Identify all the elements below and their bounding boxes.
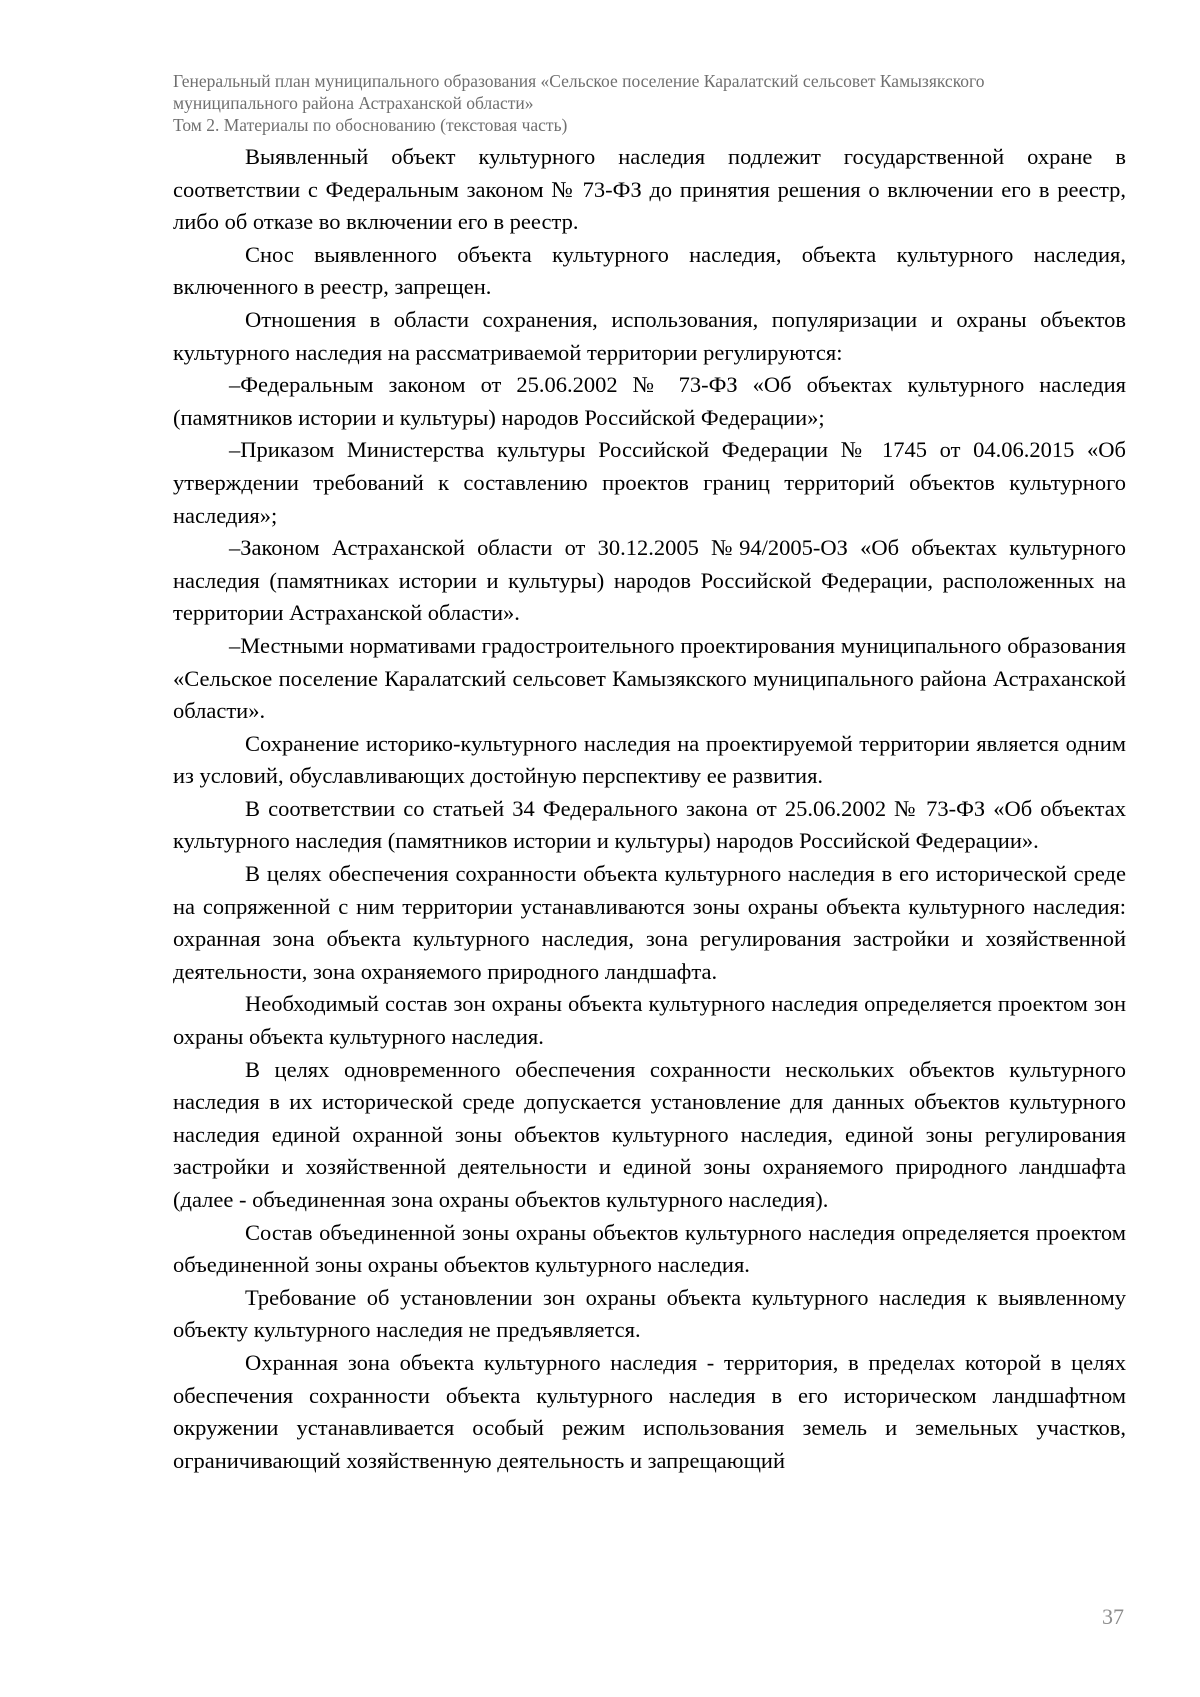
paragraph: Снос выявленного объекта культурного наследия, объекта культурного наследия, включенного в реестр, запрещен.: [173, 241, 1126, 300]
header-line-2: муниципального района Астраханской области»: [173, 93, 534, 113]
paragraph: Сохранение историко-культурного наследия на проектируемой территории является одним из условий, обуславливающих достойную перспективу ее развития.: [173, 730, 1126, 789]
paragraph: Выявленный объект культурного наследия подлежит государственной охране в соответствии с Федеральным законом № 73-ФЗ до принятия решения о включении его в реестр, либо об отказе во включении его в реестр.: [173, 144, 1126, 235]
body-text: [173, 141, 1126, 1477]
paragraph: Состав объединенной зоны охраны объектов культурного наследия определяется проектом объединенной зоны охраны объектов культурного наследия.: [173, 1219, 1126, 1278]
paragraph: Необходимый состав зон охраны объекта культурного наследия определяется проектом зон охраны объекта культурного наследия.: [173, 991, 1126, 1050]
header-line-3: Том 2. Материалы по обоснованию (текстовая часть): [173, 115, 568, 135]
list-item: –Местными нормативами градостроительного проектирования муниципального образования «Сельское поселение Каралатский сельсовет Камызякского муниципального района Астраханской области».: [173, 632, 1126, 724]
paragraph: Отношения в области сохранения, использования, популяризации и охраны объектов культурного наследия на рассматриваемой территории регулируются:: [173, 306, 1126, 365]
running-header: [173, 70, 1133, 136]
paragraph: В соответствии со статьей 34 Федерального закона от 25.06.2002 № 73-ФЗ «Об объектах культурного наследия (памятников истории и культуры) народов Российской Федерации».: [173, 795, 1126, 854]
list-item: –Федеральным законом от 25.06.2002 № 73-ФЗ «Об объектах культурного наследия (памятников истории и культуры) народов Российской Федерации»;: [173, 372, 1126, 430]
paragraph: В целях одновременного обеспечения сохранности нескольких объектов культурного наследия в их исторической среде допускается установление для данных объектов культурного наследия единой охранной зоны объектов культурного наследия, единой зоны регулирования застройки и хозяйственной деятельности и единой зоны охраняемого природного ландшафта (далее - объединенная зона охраны объектов культурного наследия).: [173, 1056, 1126, 1212]
page-number: 37: [1102, 1604, 1124, 1629]
paragraph: Требование об установлении зон охраны объекта культурного наследия к выявленному объекту культурного наследия не предъявляется.: [173, 1284, 1126, 1343]
list-item: –Законом Астраханской области от 30.12.2005 №94/2005-ОЗ «Об объектах культурного наследия (памятниках истории и культуры) народов Российской Федерации, расположенных на территории Астраханской области».: [173, 535, 1126, 626]
paragraph: Охранная зона объекта культурного наследия - территория, в пределах которой в целях обеспечения сохранности объекта культурного наследия в его историческом ландшафтном окружении устанавливается особый режим использования земель и земельных участков, ограничивающий хозяйственную деятельность и запрещающий: [173, 1349, 1126, 1473]
list-item: –Приказом Министерства культуры Российской Федерации № 1745 от 04.06.2015 «Об утверждении требований к составлению проектов границ территорий объектов культурного наследия»;: [173, 437, 1126, 528]
header-line-1: Генеральный план муниципального образования «Сельское поселение Каралатский сельсовет Камызякского: [173, 71, 985, 91]
paragraph: В целях обеспечения сохранности объекта культурного наследия в его исторической среде на сопряженной с ним территории устанавливаются зоны охраны объекта культурного наследия: охранная зона объекта культурного наследия, зона регулирования застройки и хозяйственной деятельности, зона охраняемого природного ландшафта.: [173, 861, 1126, 984]
